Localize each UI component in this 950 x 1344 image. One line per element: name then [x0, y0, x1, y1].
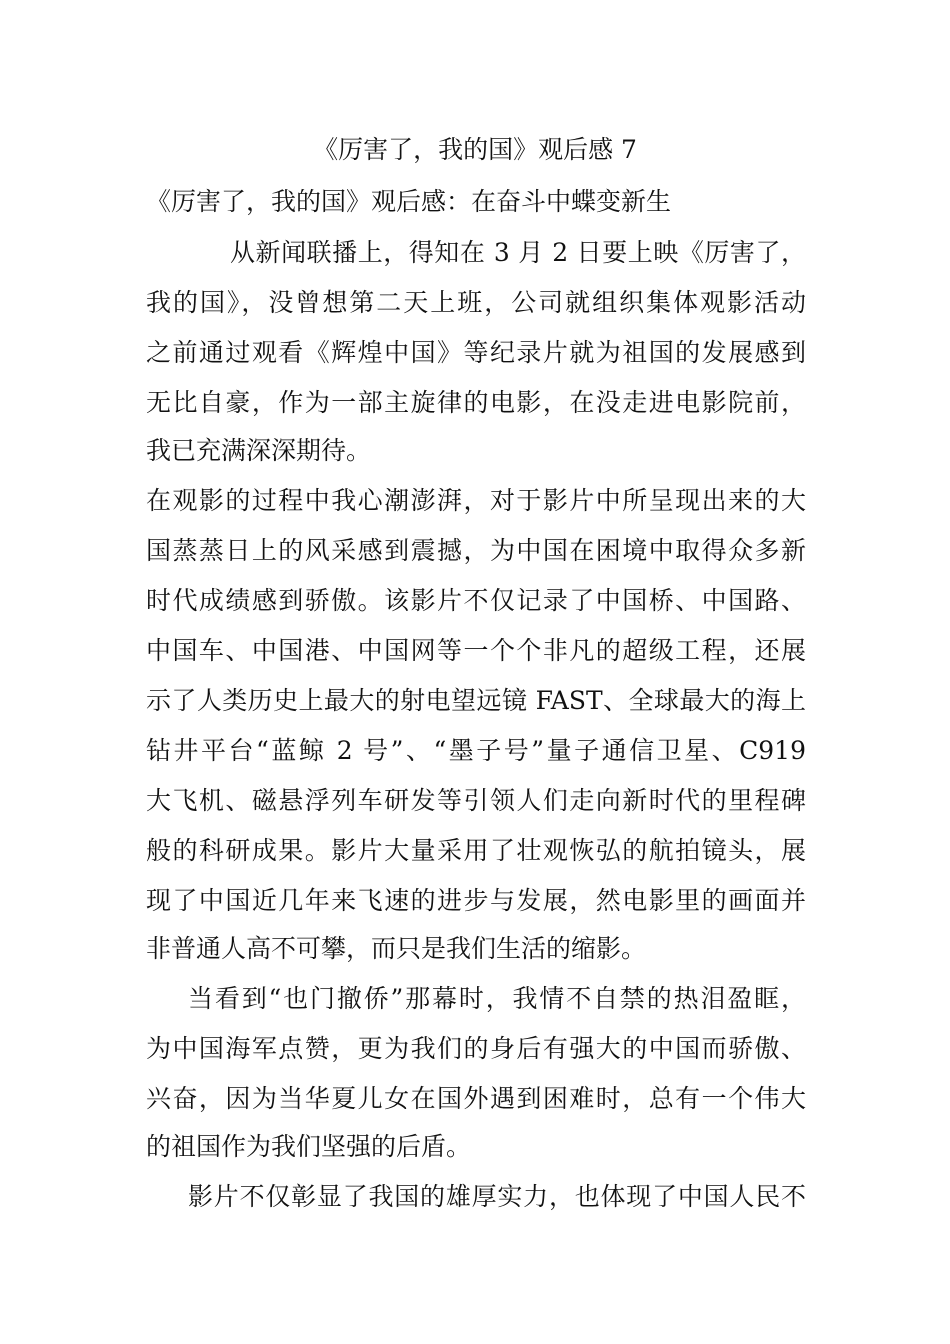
text-line: 兴奋，因为当华夏儿女在国外遇到困难时，总有一个伟大 — [146, 1084, 806, 1113]
text-line: 当看到“也门撤侨”那幕时，我情不自禁的热泪盈眶， — [188, 984, 806, 1013]
page-title: 《厉害了，我的国》观后感 7 — [313, 135, 637, 164]
text-line: 之前通过观看《辉煌中国》等纪录片就为祖国的发展感到 — [146, 338, 806, 367]
text-line: 时代成绩感到骄傲。该影片不仅记录了中国桥、中国路、 — [146, 586, 806, 615]
text-line: 我的国》，没曾想第二天上班，公司就组织集体观影活动 — [146, 288, 806, 317]
text-line: 大飞机、磁悬浮列车研发等引领人们走向新时代的里程碑 — [146, 786, 806, 815]
text-line: 我已充满深深期待。 — [146, 436, 372, 465]
text-line: 钻井平台“蓝鲸 2 号”、“墨子号”量子通信卫星、C919 — [146, 736, 806, 765]
text-line: 为中国海军点赞，更为我们的身后有强大的中国而骄傲、 — [146, 1034, 806, 1063]
text-line: 的祖国作为我们坚强的后盾。 — [146, 1132, 472, 1161]
text-line: 非普通人高不可攀，而只是我们生活的缩影。 — [146, 934, 647, 963]
text-line: 影片不仅彰显了我国的雄厚实力，也体现了中国人民不 — [188, 1182, 806, 1211]
text-line: 般的科研成果。影片大量采用了壮观恢弘的航拍镜头，展 — [146, 836, 806, 865]
text-line: 在观影的过程中我心潮澎湃，对于影片中所呈现出来的大 — [146, 486, 806, 515]
text-line: 示了人类历史上最大的射电望远镜 FAST、全球最大的海上 — [146, 686, 806, 715]
text-line: 现了中国近几年来飞速的进步与发展，然电影里的画面并 — [146, 886, 806, 915]
subtitle: 《厉害了，我的国》观后感：在奋斗中蝶变新生 — [146, 187, 672, 216]
text-line: 无比自豪，作为一部主旋律的电影，在没走进电影院前， — [146, 388, 806, 417]
text-line: 国蒸蒸日上的风采感到震撼，为中国在困境中取得众多新 — [146, 536, 806, 565]
text-line: 从新闻联播上，得知在 3 月 2 日要上映《厉害了， — [230, 238, 806, 267]
text-line: 中国车、中国港、中国网等一个个非凡的超级工程，还展 — [146, 636, 806, 665]
